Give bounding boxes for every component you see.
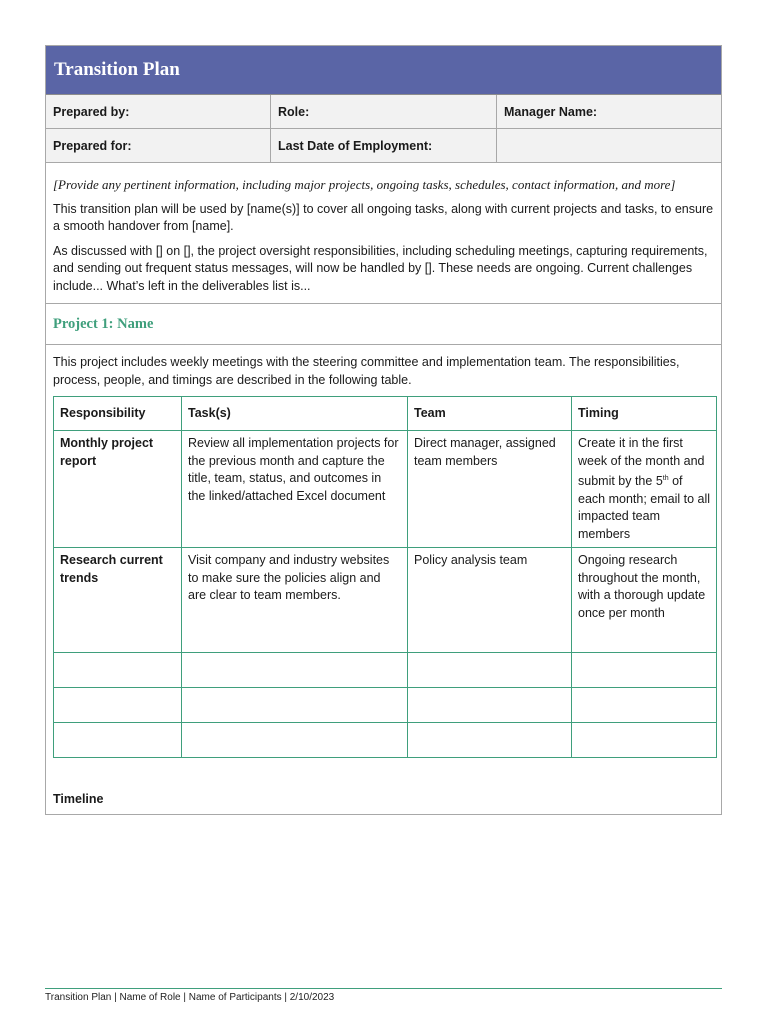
project-body xyxy=(46,345,721,814)
empty-cell[interactable] xyxy=(54,653,182,688)
empty-table-row xyxy=(54,653,717,688)
empty-cell[interactable] xyxy=(572,653,717,688)
project-description[interactable]: This project includes weekly meetings with the steering committee and implementation team. The responsibilities, process, people, and timings are described in the following table. xyxy=(53,355,680,387)
team-cell[interactable]: Direct manager, assigned team members xyxy=(408,431,572,548)
table-header-row xyxy=(54,397,717,431)
project-heading: Project 1: Name xyxy=(46,304,721,345)
empty-cell[interactable] xyxy=(572,688,717,723)
empty-cell[interactable] xyxy=(54,723,182,758)
column-header-tasks: Task(s) xyxy=(182,397,408,431)
timeline-label: Timeline xyxy=(53,792,104,807)
intro-placeholder[interactable]: [Provide any pertinent information, including major projects, ongoing tasks, schedules, contact information, and more] xyxy=(53,177,676,192)
team-cell[interactable]: Policy analysis team xyxy=(408,548,572,653)
task-cell[interactable]: Review all implementation projects for the previous month and capture the title, team, status, and outcomes in the linked/attached Excel document xyxy=(182,431,408,548)
empty-cell[interactable] xyxy=(182,723,408,758)
page-footer: Transition Plan | Name of Role | Name of Participants | 2/10/2023 xyxy=(45,988,722,1003)
responsibility-table xyxy=(53,396,717,758)
task-cell[interactable]: Visit company and industry websites to make sure the policies align and are clear to team members. xyxy=(182,548,408,653)
column-header-responsibility: Responsibility xyxy=(54,397,182,431)
info-row-1 xyxy=(46,95,721,129)
prepared-for-field[interactable]: Prepared for: xyxy=(46,129,271,162)
intro-section xyxy=(46,163,721,304)
timing-text: Create it in the first week of the month and submit by the 5 xyxy=(578,436,705,489)
empty-table-row xyxy=(54,723,717,758)
transition-plan-document xyxy=(45,45,722,815)
role-field[interactable]: Role: xyxy=(271,95,497,128)
timing-text-cont: of each month; email to all impacted team members xyxy=(578,474,711,541)
empty-cell[interactable] xyxy=(408,723,572,758)
empty-cell[interactable] xyxy=(408,653,572,688)
table-row xyxy=(54,431,717,548)
responsibility-cell[interactable]: Monthly project report xyxy=(54,431,182,548)
empty-cell[interactable] xyxy=(182,653,408,688)
empty-cell[interactable] xyxy=(408,688,572,723)
info-row-2 xyxy=(46,129,721,163)
intro-paragraph-1[interactable]: This transition plan will be used by [name(s)] to cover all ongoing tasks, along with current projects and tasks, to ensure a smooth handover from [name]. xyxy=(53,201,714,233)
ordinal-suffix: th xyxy=(662,475,669,482)
manager-name-field[interactable]: Manager Name: xyxy=(497,95,721,128)
intro-paragraph-2[interactable]: As discussed with [] on [], the project oversight responsibilities, including scheduling meetings, capturing requirements, and sending out frequent status messages, will now be handled by []. These needs are ongoing. Current challenges include... What’s left in the deliverables list is... xyxy=(53,243,708,293)
responsibility-cell[interactable]: Research current trends xyxy=(54,548,182,653)
empty-cell[interactable] xyxy=(572,723,717,758)
document-title: Transition Plan xyxy=(46,46,721,95)
column-header-timing: Timing xyxy=(572,397,717,431)
empty-info-cell[interactable] xyxy=(497,129,721,162)
timing-cell[interactable] xyxy=(572,431,717,548)
empty-cell[interactable] xyxy=(54,688,182,723)
last-date-field[interactable]: Last Date of Employment: xyxy=(271,129,497,162)
empty-table-row xyxy=(54,688,717,723)
timing-cell[interactable]: Ongoing research throughout the month, with a thorough update once per month xyxy=(572,548,717,653)
column-header-team: Team xyxy=(408,397,572,431)
table-row xyxy=(54,548,717,653)
prepared-by-field[interactable]: Prepared by: xyxy=(46,95,271,128)
empty-cell[interactable] xyxy=(182,688,408,723)
